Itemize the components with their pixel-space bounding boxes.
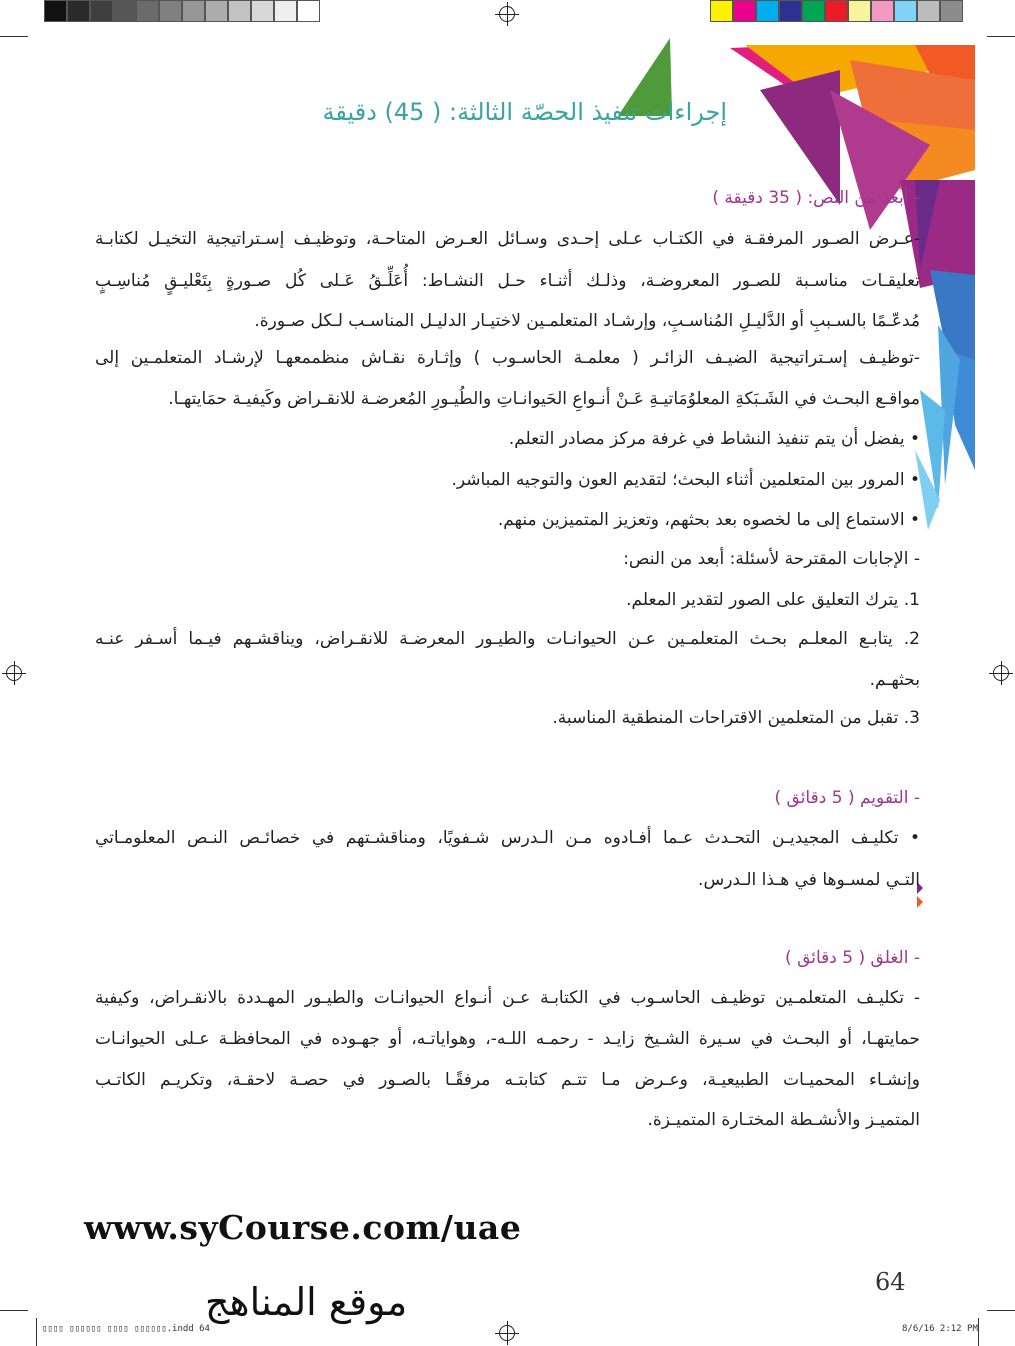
answer-item-continued: بحثهـم.	[869, 670, 920, 690]
bullet-item: • الاستماع إلى ما لخصوه بعد بحثهم، وتعزيز المتميزين منهم.	[497, 510, 920, 530]
process-color-bar	[710, 0, 963, 22]
paragraph-line: التـي لمسـوها في هـذا الـدرس.	[698, 870, 920, 890]
paragraph-line: المتميـز والأنشـطة المختـارة المتميـزة.	[647, 1110, 920, 1130]
paragraph-line: -توظيـف إسـتراتيجية الضيـف الزائـر ( معلمـة الحاسـوب ) وإثـارة نقـاش منظممعهـا لإرشـاد المتعلمـين إلى	[95, 348, 920, 368]
trim-mark	[0, 1310, 28, 1311]
registration-mark-top	[499, 6, 515, 22]
answer-item: 3. تقبل من المتعلمين الاقتراحات المنطقية المناسبة.	[552, 708, 920, 728]
page-title: إجراءات تنفيذ الحصّة الثالثة: ( 45) دقيقة	[322, 98, 727, 126]
paragraph-line: تعليقـات مناسـبة للصـور المعروضـة، وذلـك أثنـاء حـل النشـاط: أُعَلِّـقُ عَـلى كُل صـورةٍ بِتَعْليـقٍ مُناسِـبٍ	[95, 271, 920, 291]
answers-heading: - الإجابات المقترحة لأسئلة: أبعد من النص:	[623, 549, 920, 569]
answer-item: 1. يترك التعليق على الصور لتقدير المعلم.	[626, 590, 920, 610]
paragraph-line: حمايتهـا، أو البحـث في سـيرة الشـيخ زايـد - رحمـه اللـه-، وهواياتـه، أو جهـوده في المحافظـة عـلى الحيوانـات	[95, 1029, 920, 1049]
trim-mark	[987, 1310, 1015, 1311]
grayscale-color-bar	[44, 0, 320, 22]
page-number: 64	[875, 1268, 906, 1296]
paragraph-line: • تكليـف المجيديـن التحـدث عـما أفـادوه مـن الـدرس شـفويًا، ومناقشـتهم في خصائـص النـص المعلومـاتي	[95, 828, 920, 848]
registration-mark-left	[6, 665, 22, 681]
paragraph-line: -عـرض الصـور المرفقـة في الكتـاب عـلى إحـدى وسـائل العـرض المتاحـة، وتوظيـف إسـتراتيجية التخيـل لكتابـة	[95, 229, 920, 249]
print-slug-filename: ▯▯▯▯ ▯▯▯▯▯▯ ▯▯▯▯ ▯▯▯▯▯▯.indd 64	[42, 1324, 210, 1334]
paragraph-line: مواقـع البحـث في الشَـبَكةِ المعلوُمَاتيـةِ عَـنْ أنـواعِ الحَيوانـاتِ والطُيـورِ المُعرضـة للانقـراض وكَيفيـة حمَايتهـا.	[168, 389, 920, 409]
answer-item: 2. يتابـع المعلـم بحـث المتعلمـين عـن الحيوانـات والطيـور المعرضـة للانقـراض، ويناقشـهم فيـما أسـفر عنـه	[95, 629, 920, 649]
site-logo-text: موقع المناهج	[205, 1280, 408, 1324]
trim-mark	[987, 36, 1015, 37]
registration-mark-right	[993, 665, 1009, 681]
website-url: www.syCourse.com/uae	[84, 1208, 522, 1247]
registration-mark-bottom	[499, 1325, 515, 1341]
paragraph-line: مُدعّـمًا بالسـببِ أو الدَّليـلِ المُناسـبِ، وإرشـاد المتعلمـين لاختيـار الدليـل المناسـب لـكل صـورة.	[254, 311, 920, 331]
print-slug-date: 8/6/16 2:12 PM	[902, 1324, 978, 1334]
bullet-item: • يفضل أن يتم تنفيذ النشاط في غرفة مركز مصادر التعلم.	[508, 429, 920, 449]
section-heading-evaluation: - التقويم ( 5 دقائق )	[774, 788, 920, 808]
trim-mark	[0, 36, 28, 37]
paragraph-line: وإنشـاء المحميـات الطبيعيـة، وعـرض مـا تتـم كتابتـه مرفقًـا بالصـور في حصـة لاحقـة، وتكريـم الكاتـب	[95, 1070, 920, 1090]
trim-mark	[978, 1318, 979, 1346]
bullet-item: • المرور بين المتعلمين أثناء البحث؛ لتقديم العون والتوجيه المباشر.	[451, 470, 920, 490]
trim-mark	[36, 1318, 37, 1346]
section-heading-closure: - الغلق ( 5 دقائق )	[785, 948, 920, 968]
section-heading-beyond-text: - أبعد من النص: ( 35 دقيقة )	[712, 188, 920, 208]
paragraph-line: - تكليـف المتعلمـين توظيـف الحاسـوب في الكتابـة عـن أنـواع الحيوانـات والطيـور المهـددة بالانقـراض، وكيفية	[95, 988, 920, 1008]
